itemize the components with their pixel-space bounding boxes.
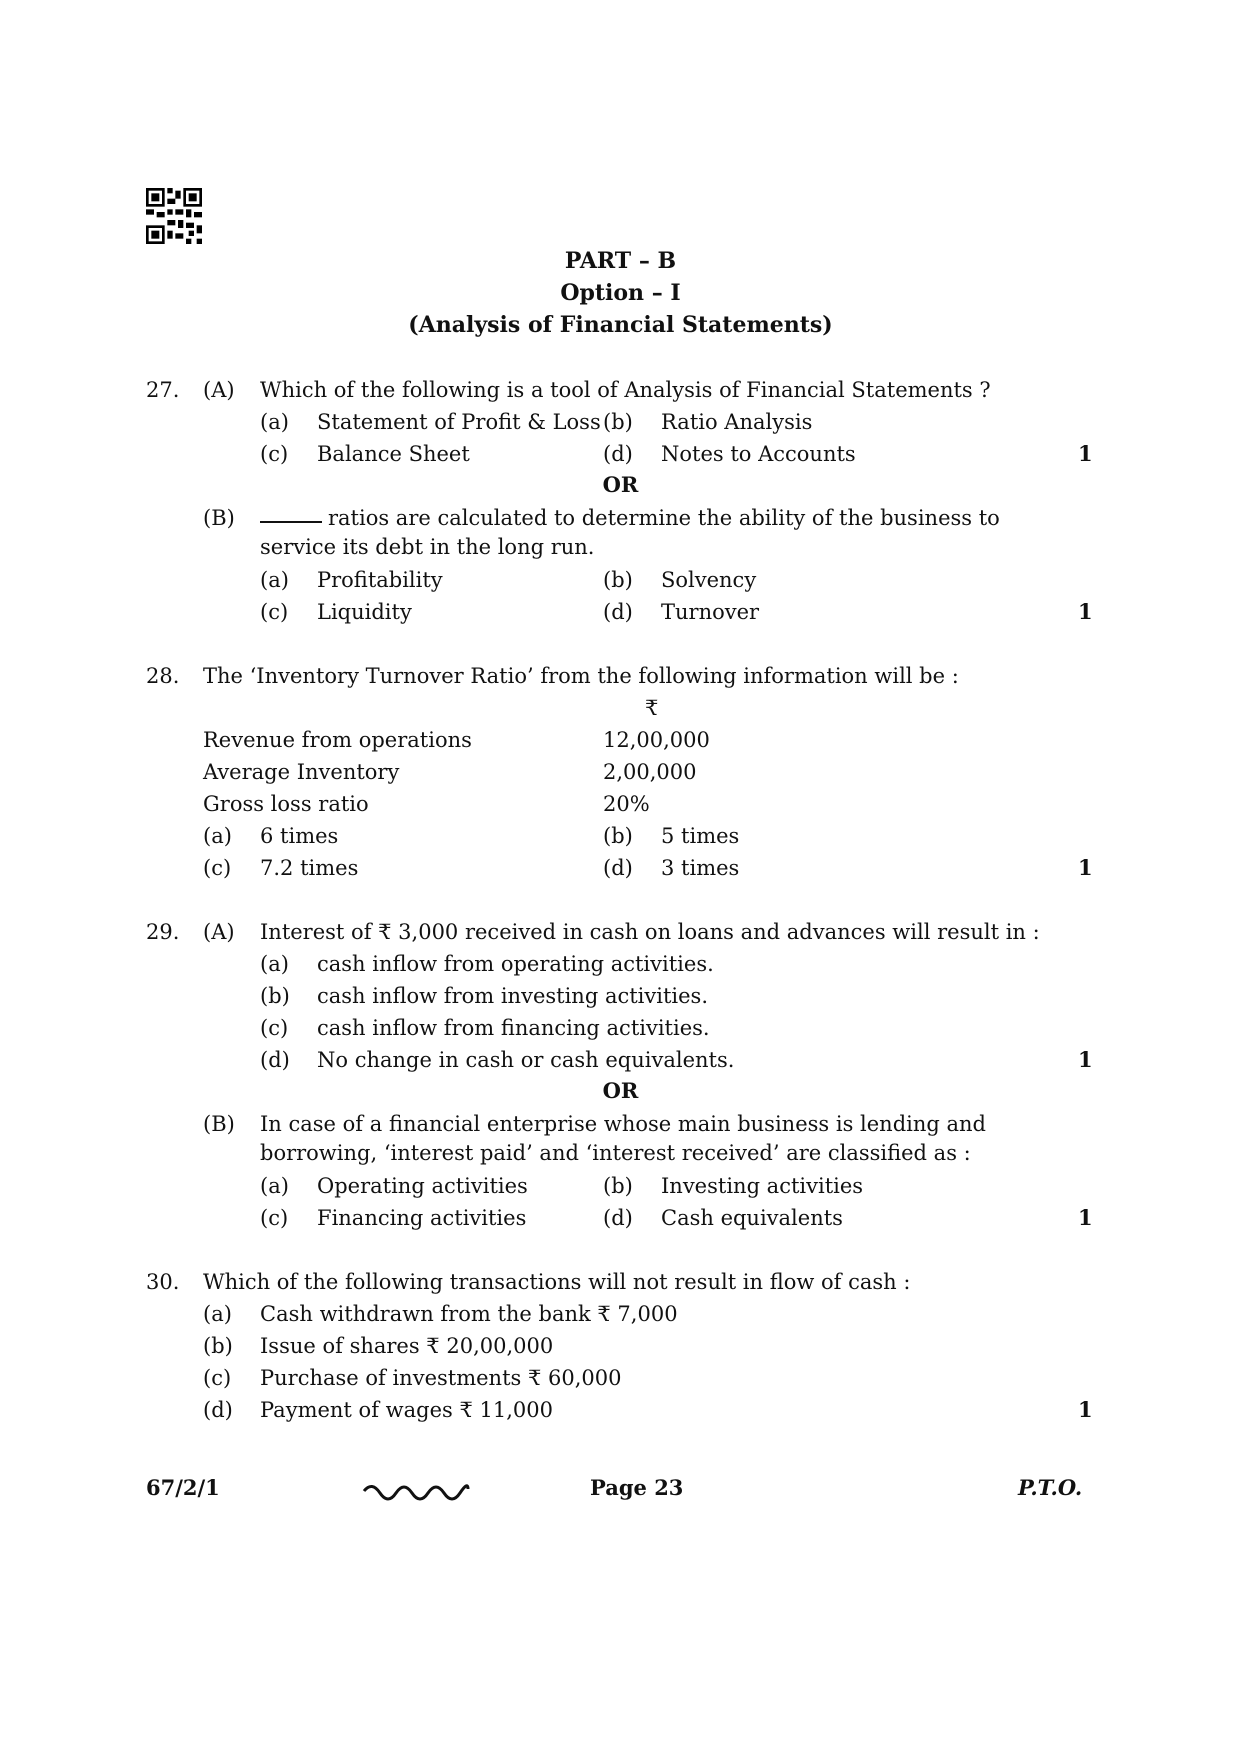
q29-b-line1: In case of a financial enterprise whose main business is lending and xyxy=(260,1112,986,1136)
q29-a-opt-text: No change in cash or cash equivalents. xyxy=(317,1048,735,1072)
q29-b-label: (B) xyxy=(203,1112,235,1136)
q29-b-opt-d-text: Cash equivalents xyxy=(661,1206,843,1230)
q29-a-marks: 1 xyxy=(1078,1047,1093,1072)
q27-a-label: (A) xyxy=(203,378,235,402)
wave-mark-icon xyxy=(362,1483,470,1505)
q28-opt-b-label: (b) xyxy=(603,824,633,848)
q30-marks: 1 xyxy=(1078,1397,1093,1422)
q28-row-value: 12,00,000 xyxy=(603,728,710,752)
fill-in-blank xyxy=(260,521,322,523)
paper-code: 67/2/1 xyxy=(146,1475,220,1500)
q29-number: 29. xyxy=(146,920,180,944)
q27-a-opt-c-label: (c) xyxy=(260,442,289,466)
q29-a-opt-text: cash inflow from financing activities. xyxy=(317,1016,710,1040)
q28-row-label: Revenue from operations xyxy=(203,728,472,752)
section-subtitle: (Analysis of Financial Statements) xyxy=(408,312,833,338)
q27-or: OR xyxy=(602,472,639,497)
q27-b-opt-c-label: (c) xyxy=(260,600,289,624)
q29-a-opt-text: cash inflow from operating activities. xyxy=(317,952,714,976)
q29-b-opt-b-text: Investing activities xyxy=(661,1174,864,1198)
q27-b-opt-a-text: Profitability xyxy=(317,568,443,592)
q27-a-opt-d-label: (d) xyxy=(603,442,633,466)
q27-b-line2: service its debt in the long run. xyxy=(260,535,595,559)
q30-opt-text: Cash withdrawn from the bank ₹ 7,000 xyxy=(260,1302,678,1326)
q28-opt-b-text: 5 times xyxy=(661,824,740,848)
q28-opt-c-label: (c) xyxy=(203,856,232,880)
q27-b-opt-a-label: (a) xyxy=(260,568,289,592)
q27-a-opt-c-text: Balance Sheet xyxy=(317,442,470,466)
page-number: Page 23 xyxy=(590,1475,684,1500)
q30-opt-label: (c) xyxy=(203,1366,232,1390)
q30-opt-text: Purchase of investments ₹ 60,000 xyxy=(260,1366,622,1390)
q29-b-opt-c-label: (c) xyxy=(260,1206,289,1230)
q28-row-label: Average Inventory xyxy=(203,760,400,784)
q27-a-opt-b-text: Ratio Analysis xyxy=(661,410,813,434)
q29-a-opt-label: (b) xyxy=(260,984,290,1008)
q28-number: 28. xyxy=(146,664,180,688)
q30-opt-text: Payment of wages ₹ 11,000 xyxy=(260,1398,553,1422)
q29-b-opt-d-label: (d) xyxy=(603,1206,633,1230)
q29-or: OR xyxy=(602,1078,639,1103)
q27-b-line1 xyxy=(260,504,1000,532)
qr-code-icon xyxy=(146,188,202,244)
q28-row-value: 20% xyxy=(603,792,650,816)
q28-opt-c-text: 7.2 times xyxy=(260,856,359,880)
q30-opt-label: (d) xyxy=(203,1398,233,1422)
rupee-column-header: ₹ xyxy=(645,696,659,720)
q28-row-value: 2,00,000 xyxy=(603,760,697,784)
pto-label: P.T.O. xyxy=(1018,1475,1083,1500)
q30-opt-label: (a) xyxy=(203,1302,232,1326)
q28-row-label: Gross loss ratio xyxy=(203,792,369,816)
q27-number: 27. xyxy=(146,378,180,402)
q27-b-line1-text: ratios are calculated to determine the ability of the business to xyxy=(328,506,1000,530)
q29-b-marks: 1 xyxy=(1078,1205,1093,1230)
q27-a-opt-a-text: Statement of Profit & Loss xyxy=(317,410,601,434)
q27-b-opt-c-text: Liquidity xyxy=(317,600,412,624)
q29-a-opt-label: (d) xyxy=(260,1048,290,1072)
q27-a-opt-a-label: (a) xyxy=(260,410,289,434)
q29-b-opt-c-text: Financing activities xyxy=(317,1206,527,1230)
q27-a-opt-b-label: (b) xyxy=(603,410,633,434)
option-heading: Option – I xyxy=(560,280,681,306)
q27-b-opt-b-text: Solvency xyxy=(661,568,757,592)
q27-a-text: Which of the following is a tool of Analysis of Financial Statements ? xyxy=(260,378,991,402)
q29-b-opt-a-text: Operating activities xyxy=(317,1174,528,1198)
q28-text: The ‘Inventory Turnover Ratio’ from the following information will be : xyxy=(203,664,959,688)
q27-a-opt-d-text: Notes to Accounts xyxy=(661,442,856,466)
q27-b-opt-d-label: (d) xyxy=(603,600,633,624)
q27-b-label: (B) xyxy=(203,506,235,530)
q29-a-opt-text: cash inflow from investing activities. xyxy=(317,984,709,1008)
q29-a-text: Interest of ₹ 3,000 received in cash on loans and advances will result in : xyxy=(260,920,1040,944)
q29-b-line2: borrowing, ‘interest paid’ and ‘interest received’ are classified as : xyxy=(260,1141,971,1165)
q29-a-opt-label: (a) xyxy=(260,952,289,976)
q30-text: Which of the following transactions will not result in flow of cash : xyxy=(203,1270,911,1294)
q29-a-label: (A) xyxy=(203,920,235,944)
q27-b-marks: 1 xyxy=(1078,599,1093,624)
q28-opt-a-label: (a) xyxy=(203,824,232,848)
q27-b-opt-b-label: (b) xyxy=(603,568,633,592)
q29-b-opt-a-label: (a) xyxy=(260,1174,289,1198)
q28-opt-a-text: 6 times xyxy=(260,824,339,848)
q29-b-opt-b-label: (b) xyxy=(603,1174,633,1198)
q30-opt-label: (b) xyxy=(203,1334,233,1358)
q28-opt-d-label: (d) xyxy=(603,856,633,880)
q29-a-opt-label: (c) xyxy=(260,1016,289,1040)
q27-a-marks: 1 xyxy=(1078,441,1093,466)
q30-opt-text: Issue of shares ₹ 20,00,000 xyxy=(260,1334,554,1358)
q27-b-opt-d-text: Turnover xyxy=(661,600,760,624)
part-heading: PART – B xyxy=(564,248,677,274)
q30-number: 30. xyxy=(146,1270,180,1294)
q28-opt-d-text: 3 times xyxy=(661,856,740,880)
q28-marks: 1 xyxy=(1078,855,1093,880)
